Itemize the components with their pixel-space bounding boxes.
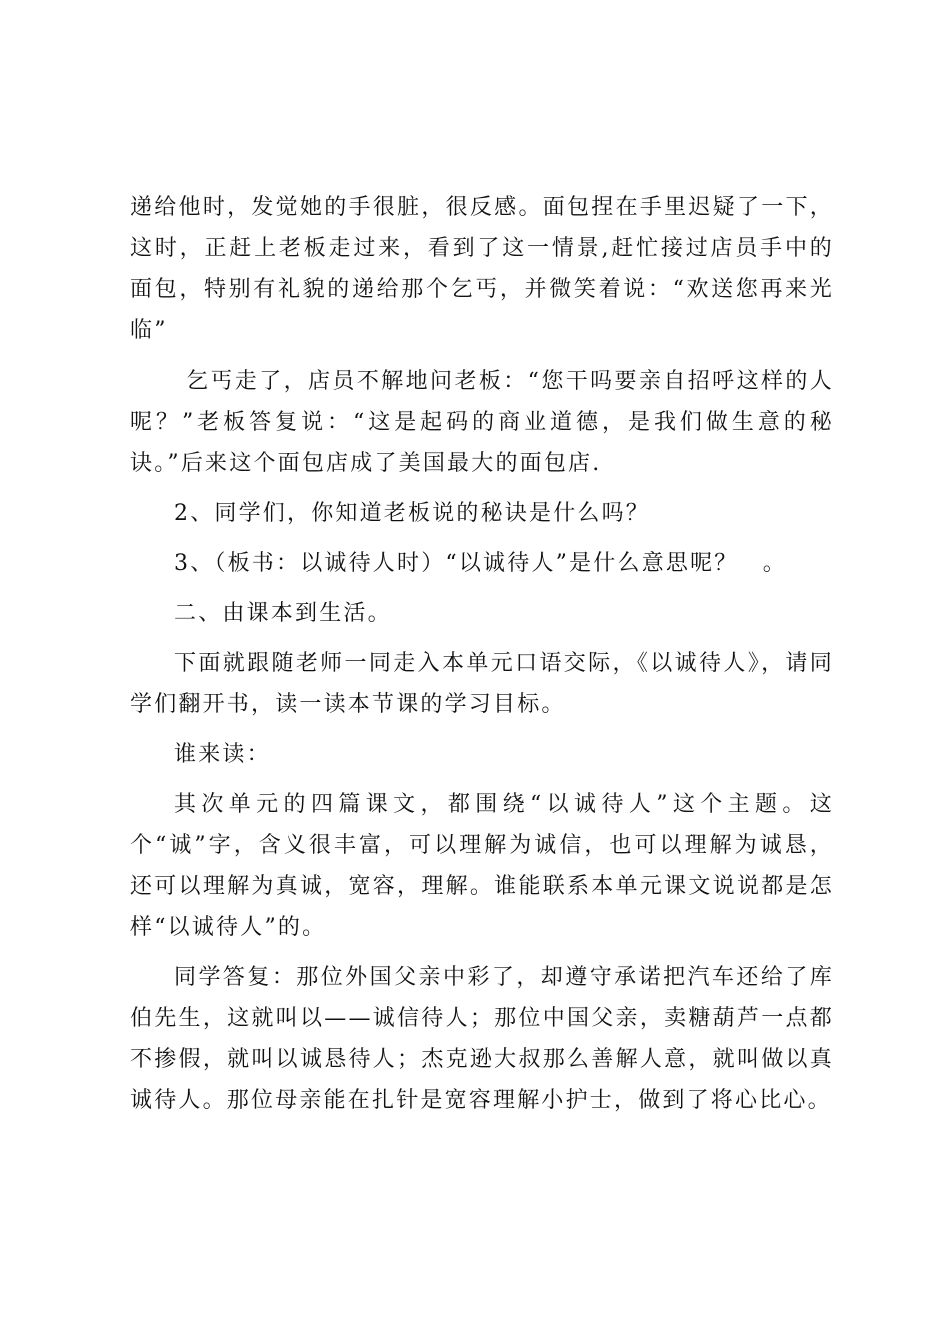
paragraph-introduction: 下面就跟随老师一同走入本单元口语交际，《以诚待人》，请同学们翻开书，读一读本节课的学习目标。	[130, 651, 834, 717]
paragraph-unit-theme: 其次单元的四篇课文，都围绕“以诚待人”这个主题。这个“诚”字，含义很丰富，可以理解为诚信，也可以理解为诚恳，还可以理解为真诚，宽容，理解。谁能联系本单元课文说说都是怎样“以诚待人”的。	[130, 792, 834, 940]
paragraph-question-2: 2、同学们，你知道老板说的秘诀是什么吗？	[174, 501, 650, 526]
document-body	[130, 187, 834, 1121]
paragraph-bread-story: 递给他时，发觉她的手很脏，很反感。面包捏在手里迟疑了一下，这时，正赶上老板走过来，看到了这一情景,赶忙接过店员手中的面包，特别有礼貌的递给那个乞丐，并微笑着说：“欢送您再来光临”	[130, 195, 834, 343]
paragraph-student-answer: 同学答复：那位外国父亲中彩了，却遵守承诺把汽车还给了库伯先生，这就叫以——诚信待人；那位中国父亲，卖糖葫芦一点都不掺假，就叫以诚恳待人；杰克逊大叔那么善解人意，就叫做以真诚待人。那位母亲能在扎针是宽容理解小护士，做到了将心比心。	[130, 965, 834, 1113]
paragraph-beggar-leaves: 乞丐走了，店员不解地问老板：“您干吗要亲自招呼这样的人呢？”老板答复说：“这是起码的商业道德，是我们做生意的秘诀。”后来这个面包店成了美国最大的面包店.	[130, 369, 834, 476]
paragraph-question-3: 3、（板书：以诚待人时）“以诚待人”是什么意思呢？ 。	[174, 551, 787, 576]
paragraph-who-reads: 谁来读：	[174, 742, 271, 767]
section-heading-2: 二、由课本到生活。	[174, 601, 392, 626]
